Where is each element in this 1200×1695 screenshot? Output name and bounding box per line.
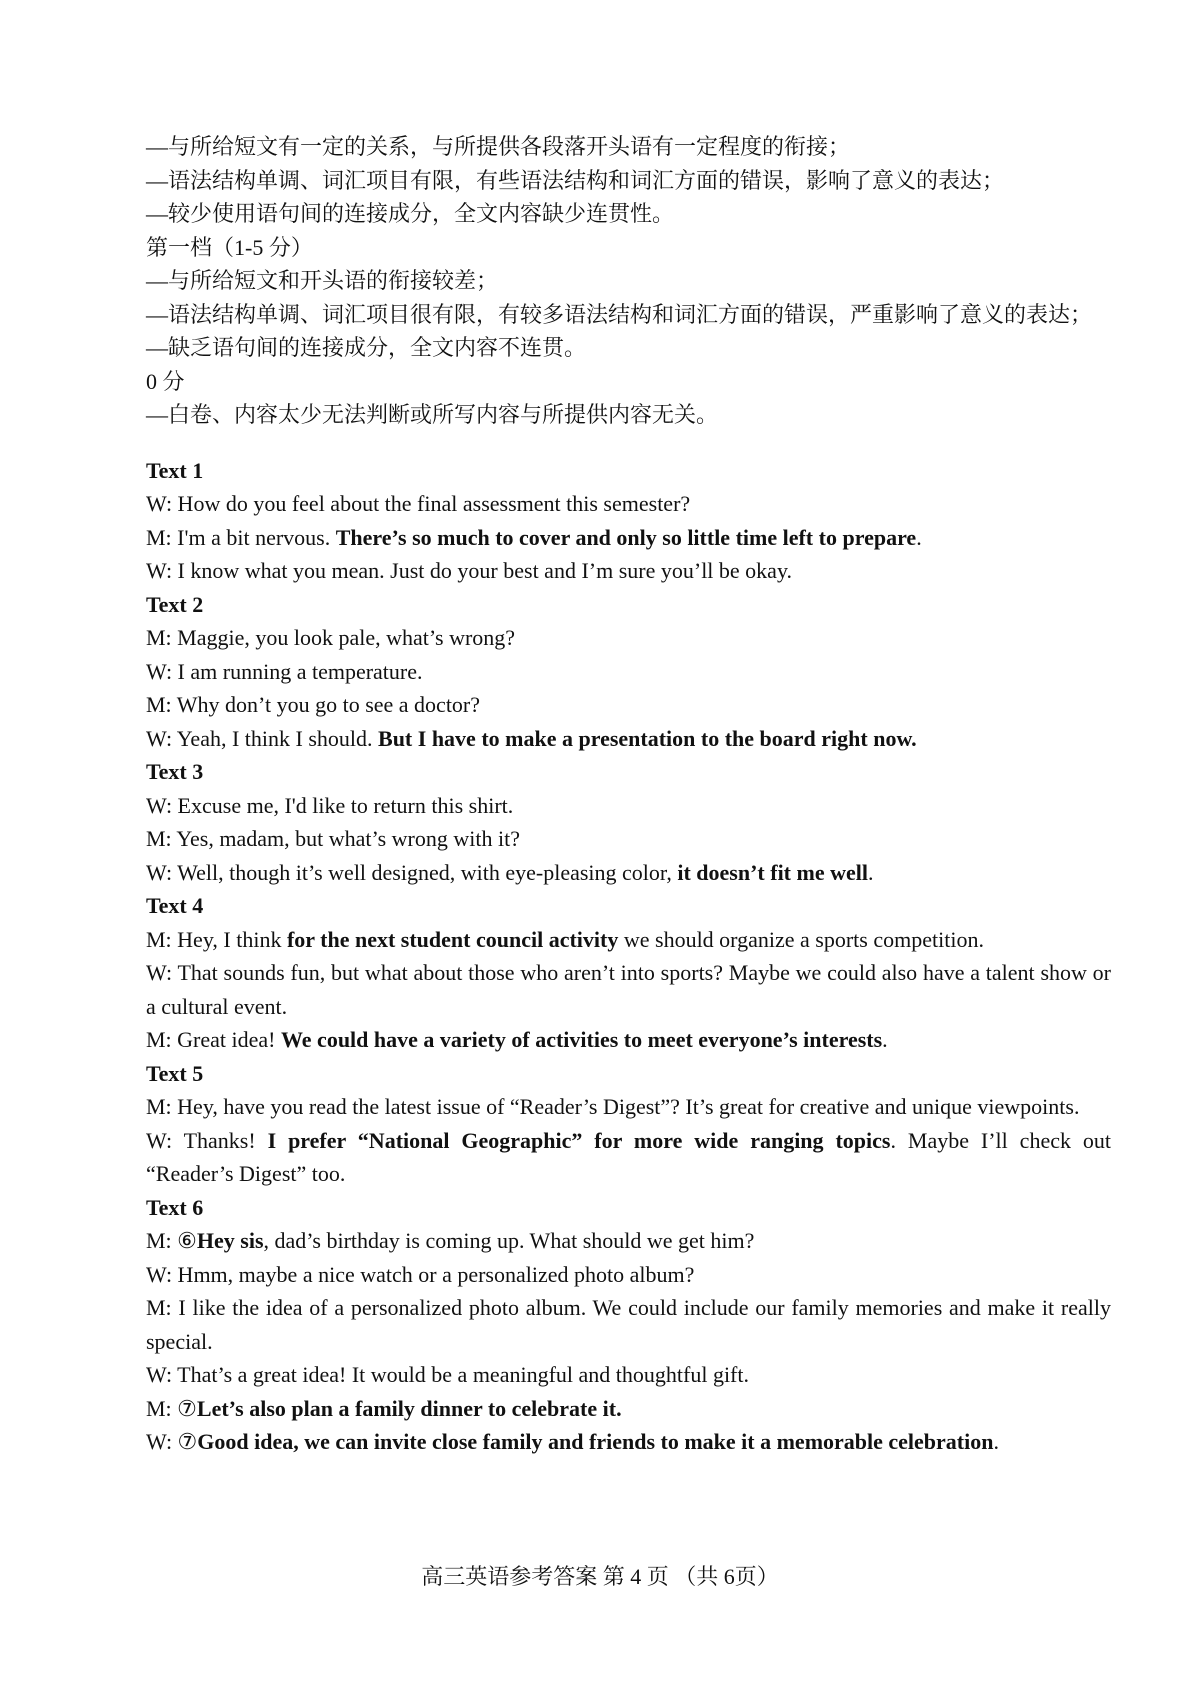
text-heading: Text 5 [146, 1060, 204, 1086]
dialogue-turn [146, 487, 1111, 521]
dialogue-turn [146, 621, 1111, 655]
text-heading: Text 3 [146, 759, 204, 784]
rubric-line: —语法结构单调、词汇项目有限，有些语法结构和词汇方面的错误，影响了意义的表达； [146, 167, 1005, 193]
dialogue-turn [146, 521, 1111, 555]
key-answer-phrase: for the next student council activity [286, 926, 619, 952]
dialogue-turn [146, 1291, 1111, 1358]
rubric-line: —与所给短文和开头语的衔接较差； [146, 268, 499, 293]
rubric-line: —较少使用语句间的连接成分，全文内容缺少连贯性。 [146, 201, 675, 226]
text-heading: Text 4 [146, 893, 204, 918]
key-answer-phrase: it doesn’t fit me well [677, 859, 868, 885]
dialogue-turn [146, 789, 1111, 823]
dialogue-text: M: Maggie, you look pale, what’s wrong? [146, 625, 516, 650]
dialogue-text: M: I like the idea of a personalized photo album. We could include our family memories and make it really special. [146, 1295, 1111, 1354]
dialogue-text: W: ⑦ [146, 1429, 198, 1454]
dialogue-text: M: Great idea! [146, 1027, 281, 1052]
dialogue-text: W: Excuse me, I'd like to return this shirt. [146, 792, 514, 818]
dialogue-turn [146, 1023, 1111, 1057]
dialogue-turn [146, 1090, 1111, 1124]
rubric-level-heading: 0 分 [146, 368, 185, 394]
dialogue-text: . [916, 524, 922, 550]
key-answer-phrase: There’s so much to cover and only so little time left to prepare [335, 524, 917, 550]
dialogue-text: M: ⑥ [146, 1228, 197, 1253]
rubric-line: —语法结构单调、词汇项目很有限，有较多语法结构和词汇方面的错误，严重影响了意义的表达； [146, 301, 1093, 327]
rubric-section [146, 130, 1111, 432]
dialogue-text: W: Thanks! [146, 1127, 268, 1153]
dialogue-turn [146, 1258, 1111, 1292]
dialogue-turn [146, 1124, 1111, 1191]
dialogue-turn [146, 1224, 1111, 1258]
dialogue-text: M: Hey, I think [146, 926, 287, 952]
dialogue-text: M: Hey, have you read the latest issue of “Reader’s Digest”? It’s great for creative and unique viewpoints. [146, 1094, 1080, 1119]
text-heading: Text 1 [146, 457, 204, 483]
dialogue-text: W: That’s a great idea! It would be a meaningful and thoughtful gift. [146, 1362, 749, 1387]
text-heading: Text 6 [146, 1194, 204, 1220]
dialogue-text: W: I am running a temperature. [146, 658, 423, 684]
dialogue-text: W: Hmm, maybe a nice watch or a personalized photo album? [146, 1261, 695, 1287]
rubric-line: —与所给短文有一定的关系，与所提供各段落开头语有一定程度的衔接； [146, 134, 851, 159]
dialogue-turn [146, 1392, 1111, 1426]
dialogue-turn [146, 1425, 1111, 1459]
rubric-level-heading: 第一档（1-5 分） [146, 234, 313, 260]
document-page [146, 130, 1111, 1459]
key-answer-phrase: Hey sis [196, 1228, 264, 1253]
rubric-line: —白卷、内容太少无法判断或所写内容与所提供内容无关。 [146, 402, 719, 427]
dialogue-turn [146, 554, 1111, 588]
dialogue-turn [146, 655, 1111, 689]
dialogue-turn [146, 1358, 1111, 1392]
page-footer: 高三英语参考答案 第 4 页 （共 6页） [421, 1564, 779, 1589]
listening-transcript [146, 454, 1111, 1459]
dialogue-turn [146, 956, 1111, 1023]
dialogue-text: . [867, 859, 874, 885]
dialogue-text: M: Yes, madam, but what’s wrong with it? [146, 826, 520, 851]
rubric-line: —缺乏语句间的连接成分，全文内容不连贯。 [146, 335, 587, 360]
key-answer-phrase: We could have a variety of activities to meet everyone’s interests [281, 1027, 883, 1052]
text-heading: Text 2 [146, 591, 204, 617]
dialogue-text: W: Yeah, I think I should. [146, 725, 379, 751]
dialogue-text: . Maybe I’ll check out “Reader’s Digest” too. [146, 1127, 1111, 1186]
dialogue-turn [146, 722, 1111, 756]
dialogue-text: we should organize a sports competition. [618, 926, 984, 952]
dialogue-text: M: Why don’t you go to see a doctor? [146, 692, 481, 717]
key-answer-phrase: I prefer “National Geographic” for more wide ranging topics [267, 1127, 891, 1153]
dialogue-text: M: I'm a bit nervous. [146, 524, 336, 550]
dialogue-text: M: ⑦ [146, 1395, 197, 1421]
dialogue-text: , dad’s birthday is coming up. What should we get him? [263, 1228, 755, 1253]
dialogue-text: . [882, 1027, 888, 1052]
dialogue-text: . [993, 1429, 999, 1454]
dialogue-turn [146, 822, 1111, 856]
dialogue-turn [146, 856, 1111, 890]
dialogue-text: W: Well, though it’s well designed, with eye-pleasing color, [146, 859, 678, 885]
dialogue-text: W: That sounds fun, but what about those who aren’t into sports? Maybe we could also have a talent show or a cultural event. [146, 960, 1111, 1019]
key-answer-phrase: Good idea, we can invite close family and friends to make it a memorable celebration [197, 1429, 994, 1454]
key-answer-phrase: But I have to make a presentation to the board right now. [378, 725, 917, 751]
dialogue-turn [146, 923, 1111, 957]
dialogue-text: W: How do you feel about the final assessment this semester? [146, 491, 691, 516]
dialogue-turn [146, 688, 1111, 722]
key-answer-phrase: Let’s also plan a family dinner to celebrate it. [196, 1395, 622, 1421]
dialogue-text: W: I know what you mean. Just do your best and I’m sure you’ll be okay. [146, 558, 793, 583]
